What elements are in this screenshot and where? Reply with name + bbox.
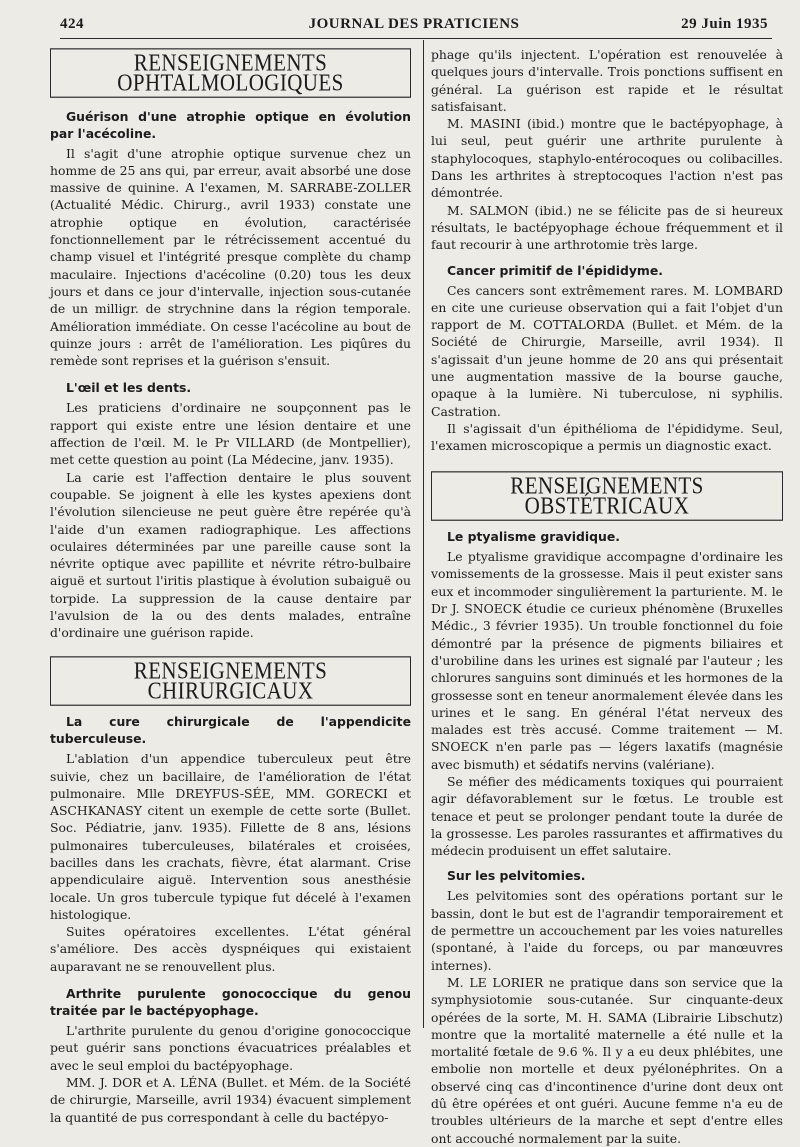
journal-title: JOURNAL DES PRATICIENS xyxy=(308,16,520,32)
article-paragraph: Les pelvitomies sont des opérations portant sur le bassin, dont le but est de l'agrandir temporairement et de permettre un accouchement par les voies naturelles (spontané, à l'aide du forceps, ou par manœuvres internes). xyxy=(431,888,783,973)
article-paragraph: M. MASINI (ibid.) montre que le bactépyophage, à lui seul, peut guérir une arthrite purulente à staphylocoques, staphylo-entérocoques ou colibacilles. Dans les arthrites à streptocoques l'action n'est pas démontrée. xyxy=(431,116,783,201)
article-title: Sur les pelvitomies. xyxy=(447,868,586,884)
article-paragraph: La carie est l'affection dentaire le plus souvent coupable. Se joignent à elle les kystes apexiens dont l'évolution silencieuse ne peut guère être repérée qu'à l'aide d'un examen radiographique. Les affections oculaires déterminées par une pareille cause sont la névrite optique avec papillite et névrite rétro-bulbaire aiguë et surtout l'iritis plastique à évolution subaiguë ou torpide. La suppression de la cause dentaire par l'avulsion de la ou des dents malades, entraîne d'ordinaire une guérison rapide. xyxy=(50,469,411,641)
article-paragraph: Les praticiens d'ordinaire ne soupçonnent pas le rapport qui existe entre une lésion dentaire et une affection de l'œil. M. le Pr VILLARD (de Montpellier), met cette question au point (La Médecine, janv. 1935). xyxy=(50,400,411,468)
article-paragraph: M. SALMON (ibid.) ne se félicite pas de si heureux résultats, le bactépyophage échoue fréquemment et il faut recourir à une arthrotomie très large. xyxy=(431,202,783,253)
issue-date: 29 Juin 1935 xyxy=(681,16,768,32)
section-heading-obstetricaux: RENSEIGNEMENTS OBSTÉTRICAUX xyxy=(431,471,783,520)
article-title: Cancer primitif de l'épididyme. xyxy=(447,262,663,278)
column-rule xyxy=(423,40,424,1028)
article-paragraph: Il s'agissait d'un épithélioma de l'épididyme. Seul, l'examen microscopique a permis un diagnostic exact. xyxy=(431,420,783,454)
article-paragraph: L'arthrite purulente du genou d'origine gonococcique peut guérir sans ponctions évacuatrices préalables et avec le seul emploi du bactépyophage. xyxy=(50,1023,411,1073)
article-paragraph: Le ptyalisme gravidique accompagne d'ordinaire les vomissements de la grossesse. Mais il peut exister sans eux et incommoder singulièrement la parturiente. M. le Dr J. SNOECK étudie ce curieux phénomène (Bruxelles Médic., 3 février 1935). Un trouble fonctionnel du foie démontré par la présence de pigments biliaires et d'urobiline dans les urines est signalé par l'auteur ; les chlorures sanguins sont diminués et les hormones de la grossesse sont en teneur anormalement élevée dans les urines et le sang. En général l'état nerveux des malades est très accusé. Comme traitement — M. SNOECK n'en parle pas — légers laxatifs (magnésie avec bismuth) et sédatifs nervins (valériane). xyxy=(431,549,783,772)
article-paragraph: Ces cancers sont extrêmement rares. M. LOMBARD en cite une curieuse observation qui a fait l'objet d'un rapport de M. COTTALORDA (Bullet. et Mém. de la Société de Chirurgie, Marseille, avril 1934). Il s'agissait d'un jeune homme de 20 ans qui présentait une augmentation massive de la bourse gauche, opaque à la lumière. Ni tuberculose, ni syphilis. Castration. xyxy=(431,282,783,419)
article-paragraph: phage qu'ils injectent. L'opération est renouvelée à quelques jours d'intervalle. Trois ponctions suffisent en général. La guérison est rapide et le résultat satisfaisant. xyxy=(431,47,783,114)
article-paragraph: MM. J. DOR et A. LÉNA (Bullet. et Mém. de la Société de chirurgie, Marseille, avril 1934) évacuent simplement la quantité de pus correspondant à celle du bactépyo- xyxy=(50,1074,411,1125)
article-title: La cure chirurgicale de l'appendicite tuberculeuse. xyxy=(50,714,411,747)
section-heading-chirurgicaux: RENSEIGNEMENTS CHIRURGICAUX xyxy=(50,656,411,705)
right-column xyxy=(431,46,783,1147)
article-paragraph: Suites opératoires excellentes. L'état général s'améliore. Des accès dyspnéiques qui existaient auparavant ne se renouvellent plus. xyxy=(50,924,411,974)
page-number: 424 xyxy=(60,16,84,32)
article-title: L'œil et les dents. xyxy=(66,380,192,396)
article-title: Le ptyalisme gravidique. xyxy=(447,529,620,545)
section-heading-ophtalmologiques: RENSEIGNEMENTS OPHTALMOLOGIQUES xyxy=(50,48,411,97)
article-title: Guérison d'une atrophie optique en évolution par l'acécoline. xyxy=(50,108,411,141)
article-paragraph: L'ablation d'un appendice tuberculeux peut être suivie, chez un bacillaire, de l'amélioration de l'état pulmonaire. Mlle DREYFUS-SÉE, MM. GORECKI et ASCHKANASY citent un exemple de cette sorte (Bullet. Soc. Pédiatrie, janv. 1935). Fillette de 8 ans, lésions pulmonaires tuberculeuses, bilatérales et croisées, bacilles dans les crachats, fièvre, état alarmant. Crise appendiculaire aiguë. Intervention sous anesthésie locale. Un gros tubercule typique fut décelé à l'examen histologique. xyxy=(50,751,411,922)
running-head xyxy=(60,14,768,38)
article-paragraph: Se méfier des médicaments toxiques qui pourraient agir défavorablement sur le fœtus. Le trouble est tenace et peut se prolonger pendant toute la durée de la grossesse. Les paroles rassurantes et affirmatives du médecin produisent un effet salutaire. xyxy=(431,773,783,859)
left-column xyxy=(50,44,411,1126)
article-paragraph: Il s'agit d'une atrophie optique survenue chez un homme de 25 ans qui, par erreur, avait absorbé une dose massive de quinine. A l'examen, M. SARRABE-ZOLLER (Actualité Médic. Chirurg., avril 1933) constate une atrophie optique en évolution, caractérisée fonctionnellement par le rétrécissement accentué du champ visuel et l'intégrité presque complète du champ maculaire. Injections d'acécoline (0.20) tous les deux jours et dans ce jour d'intervalle, injection sous-cutanée de un milligr. de strychnine dans la région temporale. Amélioration immédiate. On cesse l'acécoline au bout de quinze jours : arrêt de l'amélioration. Les piqûres du remède sont reprises et la guérison s'ensuit. xyxy=(50,145,411,369)
article-paragraph: M. LE LORIER ne pratique dans son service que la symphysiotomie sous-cutanée. Sur cinquante-deux opérées de la sorte, M. H. SAMA (Librairie Libschutz) montre que la mortalité maternelle a été nulle et la mortalité fœtale de 9.6 %. Il y a eu deux phlébites, une embolie non mortelle et deux pyélonéphrites. On a observé cinq cas d'incontinence d'urine dont deux ont dû être opérées et ont guéri. Aucune femme n'a eu de troubles ultérieurs de la marche et sept d'entre elles ont accouché normalement par la suite. xyxy=(431,974,783,1146)
header-rule xyxy=(60,38,772,39)
article-title: Arthrite purulente gonococcique du genou traitée par le bactépyophage. xyxy=(50,986,411,1019)
